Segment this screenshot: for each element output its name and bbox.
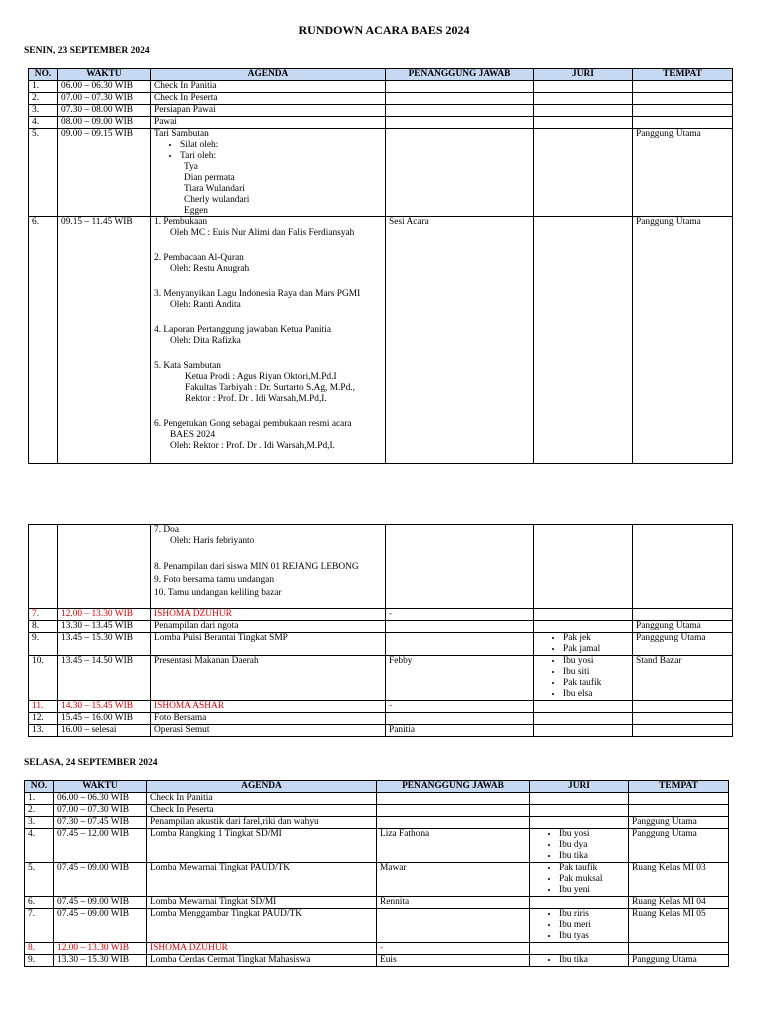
row-waktu: 07.45 – 12.00 WIB (54, 829, 147, 863)
row-pj: Febby (386, 656, 534, 701)
table-row (29, 633, 733, 656)
table-row (29, 621, 733, 633)
juri-name: • Pak jek (563, 633, 629, 644)
row-agenda: Check In Peserta (151, 93, 386, 105)
row-no: 13. (29, 725, 58, 737)
row-juri (534, 609, 633, 621)
row-agenda: Penampilan akustik dari farel,riki dan wahyu (147, 817, 377, 829)
row-pj (377, 793, 530, 805)
row-tempat (629, 805, 729, 817)
row-no: 1. (29, 81, 58, 93)
table-row (25, 829, 729, 863)
row-agenda: Penampilan dari ngota (151, 621, 386, 633)
row-agenda: Check In Peserta (147, 805, 377, 817)
juri-name: • Ibu elsa (563, 689, 629, 700)
row-no (29, 525, 58, 609)
row-juri (530, 817, 629, 829)
row-waktu: 16.00 – selesai (58, 725, 151, 737)
table-row (29, 93, 733, 105)
row-pj: Panitia (386, 725, 534, 737)
agenda-detail: Fakultas Tarbiyah : Dr. Surtarto S.Ag, M.Pd., (185, 383, 355, 393)
document-title: RUNDOWN ACARA BAES 2024 (298, 23, 470, 37)
row-tempat: Panggung Utama (629, 955, 729, 967)
juri-name: • Ibu yosi (559, 829, 625, 840)
agenda-item: 1. Pembukaan (154, 217, 208, 227)
row-tempat (633, 525, 733, 609)
row-agenda: ISHOMA DZUHUR (147, 943, 377, 955)
row-agenda: Lomba Rangking 1 Tingkat SD/MI (147, 829, 377, 863)
juri-name: • Pak jamal (563, 644, 629, 655)
agenda-item: 3. Menyanyikan Lagu Indonesia Raya dan Mars PGMI (154, 289, 361, 299)
row-agenda: Lomba Mewarnai Tingkat PAUD/TK (147, 863, 377, 897)
performer-name: Eggen (184, 206, 208, 216)
row-juri (534, 117, 633, 129)
row-no: 9. (25, 955, 54, 967)
row-agenda (151, 217, 386, 464)
row-juri (534, 701, 633, 713)
row-pj (386, 713, 534, 725)
row-waktu: 07.45 – 09.00 WIB (54, 909, 147, 943)
agenda-detail: Ketua Prodi : Agus Riyan Oktori,M.Pd.I (185, 372, 337, 382)
row-no: 3. (29, 105, 58, 117)
row-waktu: 07.00 – 07.30 WIB (58, 93, 151, 105)
juri-name: • Pak taufik (563, 678, 629, 689)
row-pj (386, 621, 534, 633)
row-juri (534, 105, 633, 117)
col-no: NO. (29, 69, 58, 81)
row-pj (386, 129, 534, 217)
row-no: 8. (29, 621, 58, 633)
row-pj (386, 81, 534, 93)
performer-name: Tya (184, 162, 198, 172)
row-juri (534, 656, 633, 701)
row-agenda: Check In Panitia (147, 793, 377, 805)
table-row (29, 725, 733, 737)
performer-name: Dian permata (184, 173, 235, 183)
agenda-detail: Oleh: Ranti Andita (170, 300, 241, 310)
row-agenda: Lomba Mewarnai Tingkat SD/MI (147, 897, 377, 909)
row-no: 1. (25, 793, 54, 805)
performer-name: Cherly wulandari (184, 195, 250, 205)
row-agenda: Pawai (151, 117, 386, 129)
table-row (25, 863, 729, 897)
row-tempat: Panggung Utama (633, 621, 733, 633)
row-juri (534, 217, 633, 464)
row-juri (534, 621, 633, 633)
row-waktu: 09.15 – 11.45 WIB (58, 217, 151, 464)
row-pj (386, 633, 534, 656)
row-juri (534, 525, 633, 609)
agenda-detail: BAES 2024 (170, 430, 216, 440)
row-agenda: Persiapan Pawai (151, 105, 386, 117)
col-agenda: AGENDA (151, 69, 386, 81)
agenda-item: 5. Kata Sambutan (154, 361, 221, 371)
col-pj: PENANGGUNG JAWAB (377, 781, 530, 793)
agenda-item: 9. Foto bersama tamu undangan (154, 575, 275, 585)
row-waktu: 07.30 – 08.00 WIB (58, 105, 151, 117)
row-agenda: Lomba Menggambar Tingkat PAUD/TK (147, 909, 377, 943)
row-juri (530, 955, 629, 967)
performer-name: Tiara Wulandari (184, 184, 245, 194)
row-pj: Euis (377, 955, 530, 967)
table-row (29, 117, 733, 129)
row-pj (377, 805, 530, 817)
list-item: • Tari oleh: (180, 151, 382, 162)
row-no: 6. (25, 897, 54, 909)
agenda-item: 7. Doa (154, 525, 179, 535)
list-item: • Silat oleh: (180, 140, 382, 151)
agenda-detail: Oleh: Restu Anugrah (170, 264, 250, 274)
juri-name: • Ibu dya (559, 840, 625, 851)
row-juri (534, 633, 633, 656)
agenda-item: 4. Laporan Pertanggung jawaban Ketua Panitia (154, 325, 332, 335)
row-tempat (633, 609, 733, 621)
row-no: 12. (29, 713, 58, 725)
row-no: 5. (29, 129, 58, 217)
juri-name: • Ibu tika (559, 955, 625, 966)
day2-table (24, 780, 729, 967)
day1-table-continued (28, 524, 733, 737)
row-tempat: Panggung Utama (629, 829, 729, 863)
juri-name: • Ibu siti (563, 667, 629, 678)
row-waktu: 13.45 – 15.30 WIB (58, 633, 151, 656)
row-no: 2. (29, 93, 58, 105)
row-juri (534, 129, 633, 217)
juri-name: • Ibu meri (559, 920, 625, 931)
juri-name: • Ibu yeni (559, 885, 625, 896)
row-waktu: 06.00 – 06.30 WIB (54, 793, 147, 805)
row-pj (386, 117, 534, 129)
row-waktu: 06.00 – 06.30 WIB (58, 81, 151, 93)
juri-name: • Pak taufik (559, 863, 625, 874)
row-agenda: ISHOMA DZUHUR (151, 609, 386, 621)
col-pj: PENANGGUNG JAWAB (386, 69, 534, 81)
day2-title: SELASA, 24 SEPTEMBER 2024 (24, 758, 158, 768)
juri-name: • Pak muksal (559, 874, 625, 885)
col-juri: JURI (530, 781, 629, 793)
table-header (25, 781, 729, 793)
row-waktu: 07.00 – 07.30 WIB (54, 805, 147, 817)
juri-name: • Ibu tyas (559, 931, 625, 942)
agenda-detail: Oleh: Dita Rafizka (170, 336, 241, 346)
agenda-detail: Rektor : Prof. Dr . Idi Warsah,M.Pd,I. (185, 394, 327, 404)
row-tempat (633, 81, 733, 93)
row-tempat: Panggung Utama (629, 817, 729, 829)
juri-name: • Ibu tika (559, 851, 625, 862)
agenda-detail: Oleh MC : Euis Nur Alimi dan Falis Ferdiansyah (170, 228, 355, 238)
table-row (29, 701, 733, 713)
row-juri (534, 93, 633, 105)
row-tempat (633, 117, 733, 129)
agenda-item: 8. Penampilan dari siswa MIN 01 REJANG LEBONG (154, 562, 359, 572)
row-no: 8. (25, 943, 54, 955)
row-pj: Sesi Acara (386, 217, 534, 464)
row-tempat (633, 701, 733, 713)
row-no: 7. (25, 909, 54, 943)
row-juri (530, 943, 629, 955)
row-no: 11. (29, 701, 58, 713)
row-tempat (633, 105, 733, 117)
table-row (29, 105, 733, 117)
table-row (25, 943, 729, 955)
row-waktu: 07.45 – 09.00 WIB (54, 897, 147, 909)
table-row (29, 713, 733, 725)
row-pj: - (386, 701, 534, 713)
row-waktu: 07.45 – 09.00 WIB (54, 863, 147, 897)
row-waktu: 07.30 – 07.45 WIB (54, 817, 147, 829)
row-no: 10. (29, 656, 58, 701)
row-agenda: ISHOMA ASHAR (151, 701, 386, 713)
table-row (25, 955, 729, 967)
row-tempat: Pangggung Utama (633, 633, 733, 656)
table-row (25, 817, 729, 829)
table-row (29, 525, 733, 609)
row-agenda: Presentasi Makanan Daerah (151, 656, 386, 701)
row-no: 3. (25, 817, 54, 829)
agenda-item: 2. Pembacaan Al-Quran (154, 253, 244, 263)
row-no: 6. (29, 217, 58, 464)
row-tempat: Ruang Kelas MI 03 (629, 863, 729, 897)
row-juri (534, 725, 633, 737)
row-pj: Rennita (377, 897, 530, 909)
row-tempat: Ruang Kelas MI 04 (629, 897, 729, 909)
juri-name: • Ibu yosi (563, 656, 629, 667)
table-row (25, 909, 729, 943)
row-tempat (633, 725, 733, 737)
row-pj (386, 93, 534, 105)
col-tempat: TEMPAT (629, 781, 729, 793)
col-no: NO. (25, 781, 54, 793)
juri-name: • Ibu riris (559, 909, 625, 920)
table-header (29, 69, 733, 81)
row-no: 7. (29, 609, 58, 621)
row-no: 2. (25, 805, 54, 817)
table-row (25, 897, 729, 909)
row-agenda: Operasi Semut (151, 725, 386, 737)
agenda-detail: Oleh: Haris febriyanto (170, 536, 255, 546)
agenda-text: Tari Sambutan (154, 129, 209, 139)
row-juri (530, 909, 629, 943)
row-juri (534, 713, 633, 725)
day1-table (28, 68, 733, 464)
col-juri: JURI (534, 69, 633, 81)
row-pj: Mawar (377, 863, 530, 897)
agenda-detail: Oleh: Rektor : Prof. Dr . Idi Warsah,M.Pd,I. (170, 441, 335, 451)
table-row (29, 81, 733, 93)
row-pj (386, 105, 534, 117)
row-agenda: Check In Panitia (151, 81, 386, 93)
row-pj (377, 817, 530, 829)
day1-title: SENIN, 23 SEPTEMBER 2024 (24, 46, 150, 56)
row-juri (530, 805, 629, 817)
row-juri (530, 897, 629, 909)
table-row (29, 217, 733, 464)
row-pj (377, 909, 530, 943)
row-waktu: 12.00 – 13.30 WIB (54, 943, 147, 955)
row-waktu: 15.45 – 16.00 WIB (58, 713, 151, 725)
row-waktu: 13.45 – 14.50 WIB (58, 656, 151, 701)
row-agenda: Foto Bersama (151, 713, 386, 725)
row-no: 9. (29, 633, 58, 656)
row-no: 5. (25, 863, 54, 897)
row-agenda (151, 525, 386, 609)
col-agenda: AGENDA (147, 781, 377, 793)
row-tempat (629, 793, 729, 805)
row-waktu: 09.00 – 09.15 WIB (58, 129, 151, 217)
row-waktu (58, 525, 151, 609)
row-agenda: Lomba Cerdas Cermat Tingkat Mahasiswa (147, 955, 377, 967)
row-waktu: 14.30 – 15.45 WIB (58, 701, 151, 713)
row-waktu: 12.00 – 13.30 WIB (58, 609, 151, 621)
row-waktu: 13.30 – 15.30 WIB (54, 955, 147, 967)
row-agenda (151, 129, 386, 217)
col-waktu: WAKTU (54, 781, 147, 793)
agenda-item: 6. Pengetukan Gong sebagai pembukaan resmi acara (154, 419, 352, 429)
row-no: 4. (29, 117, 58, 129)
row-pj: - (386, 609, 534, 621)
row-waktu: 13.30 – 13.45 WIB (58, 621, 151, 633)
row-tempat: Ruang Kelas MI 05 (629, 909, 729, 943)
col-tempat: TEMPAT (633, 69, 733, 81)
row-juri (530, 793, 629, 805)
table-row (29, 656, 733, 701)
table-row (25, 793, 729, 805)
row-tempat (633, 93, 733, 105)
row-tempat: Stand Bazar (633, 656, 733, 701)
row-agenda: Lomba Puisi Berantai Tingkat SMP (151, 633, 386, 656)
row-pj (386, 525, 534, 609)
row-juri (534, 81, 633, 93)
row-tempat: Panggung Utama (633, 217, 733, 464)
row-juri (530, 829, 629, 863)
row-tempat: Panggung Utama (633, 129, 733, 217)
row-tempat (633, 713, 733, 725)
table-row (25, 805, 729, 817)
table-row (29, 609, 733, 621)
table-row (29, 129, 733, 217)
agenda-item: 10. Tamu undangan keliling bazar (154, 588, 282, 598)
row-waktu: 08.00 – 09.00 WIB (58, 117, 151, 129)
row-pj: - (377, 943, 530, 955)
row-juri (530, 863, 629, 897)
row-no: 4. (25, 829, 54, 863)
col-waktu: WAKTU (58, 69, 151, 81)
row-pj: Liza Fathona (377, 829, 530, 863)
row-tempat (629, 943, 729, 955)
